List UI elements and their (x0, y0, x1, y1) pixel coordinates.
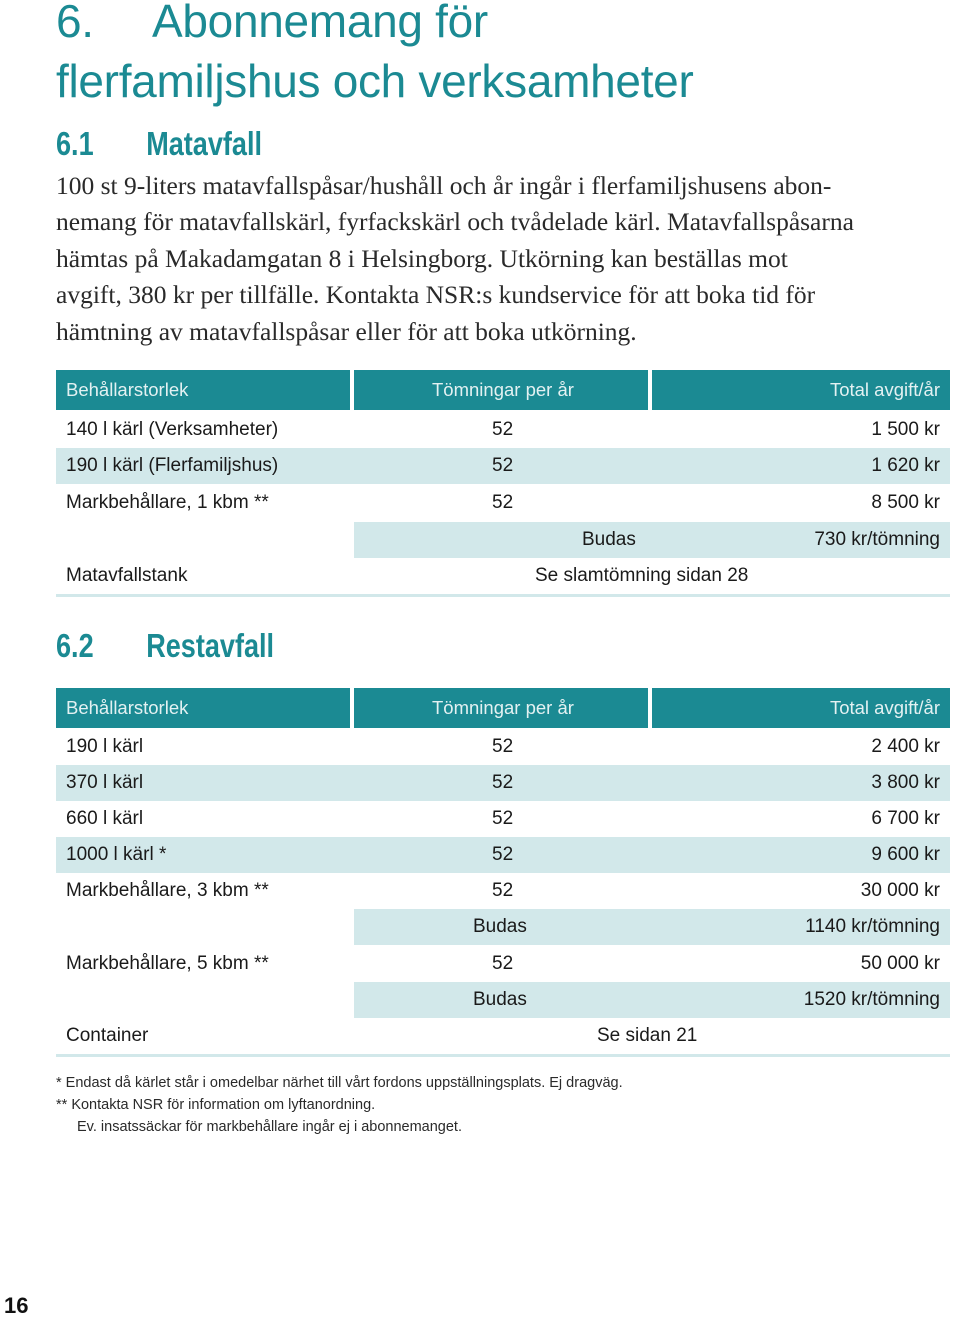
cell-emptyings: 52 (492, 808, 514, 829)
cell-fee: 8 500 kr (871, 492, 940, 513)
cell-fee: 3 800 kr (871, 772, 940, 793)
cell-fee: 50 000 kr (860, 953, 940, 974)
footnotes (56, 1072, 623, 1138)
paragraph-line: avgift, 380 kr per tillfälle. Kontakta NSR:s kundservice för att boka tid för (56, 280, 816, 310)
intro-paragraph (56, 168, 956, 350)
table-row (56, 485, 950, 521)
cell-fee: 730 kr/tömning (814, 529, 940, 550)
table-row (56, 522, 950, 558)
cell-fee: 1 500 kr (871, 419, 940, 440)
cell-container: Container (66, 1025, 149, 1046)
cell-emptyings: 52 (492, 455, 514, 476)
table-row (56, 729, 950, 765)
table-row (56, 837, 950, 873)
table-row (56, 909, 950, 945)
cell-emptyings: 52 (492, 736, 514, 757)
cell-fee: 9 600 kr (871, 844, 940, 865)
section-heading-restavfall (56, 626, 274, 666)
chapter-title-line-1: Abonnemang för (152, 0, 488, 47)
footnote: ** Kontakta NSR för information om lyftanordning. (56, 1097, 376, 1113)
chapter-number: 6. (56, 0, 94, 47)
table-row (56, 765, 950, 801)
cell-emptyings: Budas (473, 989, 527, 1010)
paragraph-line: 100 st 9-liters matavfallspåsar/hushåll och år ingår i flerfamiljshusens abon- (56, 171, 832, 200)
header-container-size: Behållarstorlek (56, 688, 350, 728)
paragraph-line: hämtas på Makadamgatan 8 i Helsingborg. Utkörning kan beställas mot (56, 243, 788, 273)
header-total-fee: Total avgift/år (652, 370, 950, 410)
cell-fee: 1520 kr/tömning (803, 989, 940, 1010)
page-number: 16 (4, 1293, 29, 1318)
table-row (56, 801, 950, 837)
cell-fee: 6 700 kr (871, 808, 940, 829)
cell-container: 1000 l kärl * (66, 844, 167, 865)
section-title: Restavfall (146, 627, 275, 664)
section-title: Matavfall (146, 125, 262, 162)
cell-container: 370 l kärl (66, 772, 144, 793)
table-row (56, 1018, 950, 1054)
section-heading-matavfall (56, 124, 262, 164)
header-container-size: Behållarstorlek (56, 370, 350, 410)
table-row (56, 982, 950, 1018)
table-row (56, 412, 950, 448)
cell-emptyings: 52 (492, 880, 514, 901)
cell-emptyings: Se sidan 21 (597, 1025, 698, 1046)
cell-emptyings: 52 (492, 772, 514, 793)
section-number: 6.1 (56, 125, 94, 162)
table-row (56, 946, 950, 982)
cell-container: Markbehållare, 3 kbm ** (66, 880, 269, 901)
cell-container: Matavfallstank (66, 565, 188, 586)
cell-emptyings: 52 (492, 953, 514, 974)
table-row (56, 873, 950, 909)
header-emptyings: Tömningar per år (354, 370, 648, 410)
chapter-title-line-2: flerfamiljshus och verksamheter (56, 55, 694, 107)
table-row (56, 558, 950, 594)
cell-container: 660 l kärl (66, 808, 144, 829)
cell-fee: 2 400 kr (871, 736, 940, 757)
paragraph-line: hämtning av matavfallspåsar eller för att boka utkörning. (56, 316, 637, 346)
table-row (56, 448, 950, 484)
page-title-line-1 (56, 0, 936, 50)
header-emptyings: Tömningar per år (354, 688, 648, 728)
cell-emptyings: 52 (492, 844, 514, 865)
cell-fee: 30 000 kr (860, 880, 940, 901)
footnote: Ev. insatssäckar för markbehållare ingår ej i abonnemanget. (77, 1119, 462, 1135)
cell-container: Markbehållare, 5 kbm ** (66, 953, 269, 974)
cell-container: Markbehållare, 1 kbm ** (66, 492, 269, 513)
table-header-row (56, 688, 950, 728)
table-bottom-rule (56, 594, 950, 597)
cell-container: 140 l kärl (Verksamheter) (66, 419, 279, 440)
cell-emptyings: Se slamtömning sidan 28 (535, 565, 749, 586)
cell-emptyings: 52 (492, 419, 514, 440)
cell-emptyings: Budas (473, 916, 527, 937)
paragraph-line: nemang för matavfallskärl, fyrfackskärl och tvådelade kärl. Matavfallspåsarna (56, 207, 854, 237)
cell-container: 190 l kärl (66, 736, 144, 757)
cell-emptyings: Budas (582, 529, 636, 550)
cell-fee: 1140 kr/tömning (805, 916, 940, 937)
cell-container: 190 l kärl (Flerfamiljshus) (66, 455, 279, 476)
cell-fee: 1 620 kr (871, 455, 940, 476)
header-total-fee: Total avgift/år (652, 688, 950, 728)
footnote: * Endast då kärlet står i omedelbar närhet till vårt fordons uppställningsplats. Ej dragväg. (56, 1075, 623, 1091)
cell-emptyings: 52 (492, 492, 514, 513)
table-bottom-rule (56, 1054, 950, 1057)
section-number: 6.2 (56, 627, 94, 664)
table-header-row (56, 370, 950, 410)
